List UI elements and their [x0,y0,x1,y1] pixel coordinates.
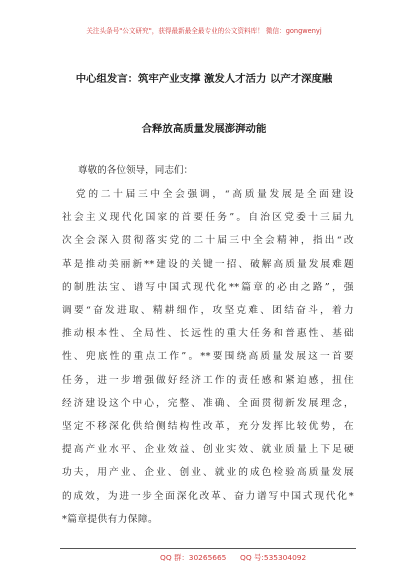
body-line: 提高产业水平、企业效益、创业实效、就业质量上下足硬 [62,444,354,456]
body-line: 次全会深入贯彻落实党的二十届三中全会精神，指出“改 [62,235,354,247]
body-line: 革是推动美丽新**建设的关键一招、破解高质量发展难题 [62,258,354,270]
body-line: 坚定不移深化供给侧结构性改革，充分发挥比较优势，在 [62,421,354,432]
body-line: 功夫，用产业、企业、创业、就业的成色检验高质量发展 [62,467,354,479]
body-line: 性、兜底性的重点工作”。**要围绕高质量发展这一首要 [62,351,354,363]
body-line: 社会主义现代化国家的首要任务”。自治区党委十三届九 [62,212,354,224]
document-title-line-2: 合释放高质量发展澎湃动能 [141,123,267,135]
body-line: 任务，进一步增强做好经济工作的责任感和紧迫感，扭住 [62,374,354,386]
document-title-line-1: 中心组发言：筑牢产业支撑 激发人才活力 以产才深度融 [75,73,333,85]
qq-number: QQ 号:535304092 [240,553,307,562]
footer-divider [60,548,356,549]
salutation: 尊敬的各位领导，同志们： [78,165,194,176]
body-line: 调要“奋发进取、精耕细作，攻坚克难、团结奋斗，着力 [62,305,354,316]
qq-group-number: QQ 群：30265665 [160,553,227,562]
body-line: 的成效，为进一步全面深化改革、奋力谱写中国式现代化* [62,490,354,502]
body-line: 经济建设这个中心，完整、准确、全面贯彻新发展理念， [62,397,354,409]
body-line: 党的二十届三中全会强调，“高质量发展是全面建设 [76,189,354,200]
body-line: *篇章提供有力保障。 [62,513,159,525]
header-banner: 关注头条号"公文研究"，获得最新最全最专业的公文资料库！ 微信：gongwenyj [86,27,322,35]
body-line: 的制胜法宝、谱写中国式现代化**篇章的必由之路”，强 [62,281,354,293]
body-line: 推动根本性、全局性、长远性的重大任务和普惠性、基础 [62,328,354,340]
